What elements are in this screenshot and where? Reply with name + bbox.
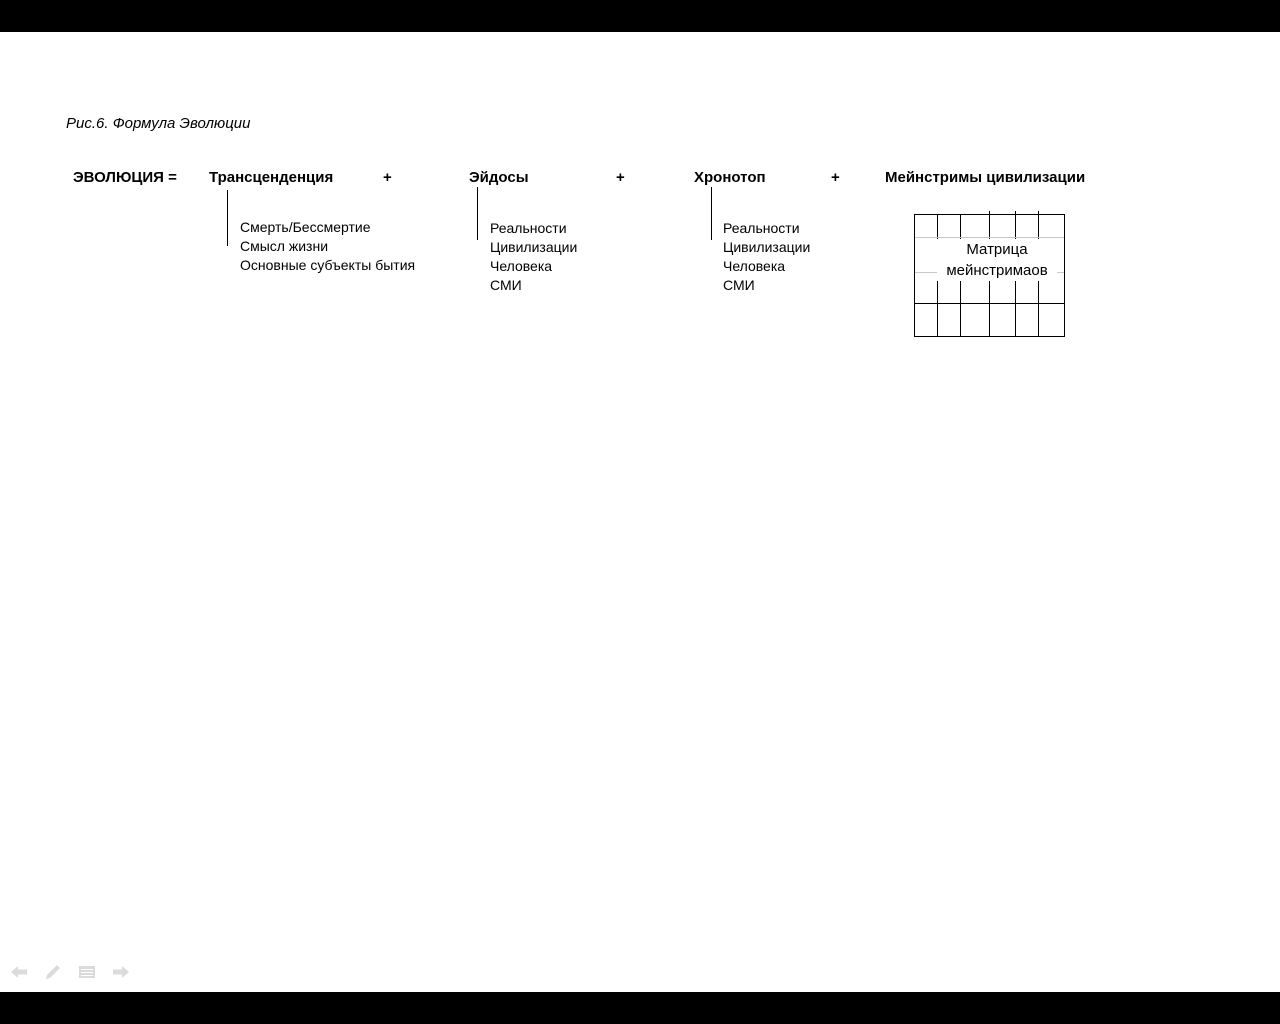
slide-menu-icon[interactable] [76,962,98,982]
list-item: СМИ [723,277,755,293]
list-item: Цивилизации [490,239,578,255]
figure-caption: Рис.6. Формула Эволюции [66,115,251,132]
list-item: Человека [490,258,553,274]
plus-sign-3: + [831,169,840,186]
chronotope-connector [711,187,712,240]
transcendence-connector [227,190,228,246]
bottom-letterbox-bar [0,992,1280,1024]
list-item: Реальности [723,220,800,236]
slideshow-navigation [8,962,132,982]
matrix-label [937,239,1057,281]
list-item: Цивилизации [723,239,811,255]
slide-menu-icon [78,965,96,979]
matrix-label-line: мейнстримаов [946,262,1048,279]
term-transcendence: Трансценденция [209,169,334,186]
plus-sign-1: + [383,169,392,186]
forward-arrow-icon [112,965,130,979]
chronotope-list [723,219,810,295]
list-item: Человека [723,258,786,274]
eidos-connector [477,187,478,240]
list-item: Смерть/Бессмертие [240,219,371,235]
presentation-slide [0,32,1280,992]
plus-sign-2: + [616,169,625,186]
list-item: СМИ [490,277,522,293]
back-arrow-icon [10,965,28,979]
list-item: Смысл жизни [240,238,329,254]
formula-lhs: ЭВОЛЮЦИЯ = [73,169,177,186]
forward-arrow-icon[interactable] [110,962,132,982]
term-mainstreams: Мейнстримы цивилизации [885,169,1086,186]
matrix-gridline [915,303,1064,304]
pen-icon[interactable] [42,962,64,982]
matrix-label-line: Матрица [966,241,1028,258]
term-eidos: Эйдосы [469,169,529,186]
list-item: Реальности [490,220,567,236]
term-chronotope: Хронотоп [694,169,766,186]
transcendence-list [240,218,415,275]
pen-icon [44,964,62,980]
top-letterbox-bar [0,0,1280,32]
back-arrow-icon[interactable] [8,962,30,982]
mainstream-matrix [914,214,1065,337]
list-item: Основные субъекты бытия [240,257,416,273]
eidos-list [490,219,577,295]
matrix-gridline [915,237,1064,238]
